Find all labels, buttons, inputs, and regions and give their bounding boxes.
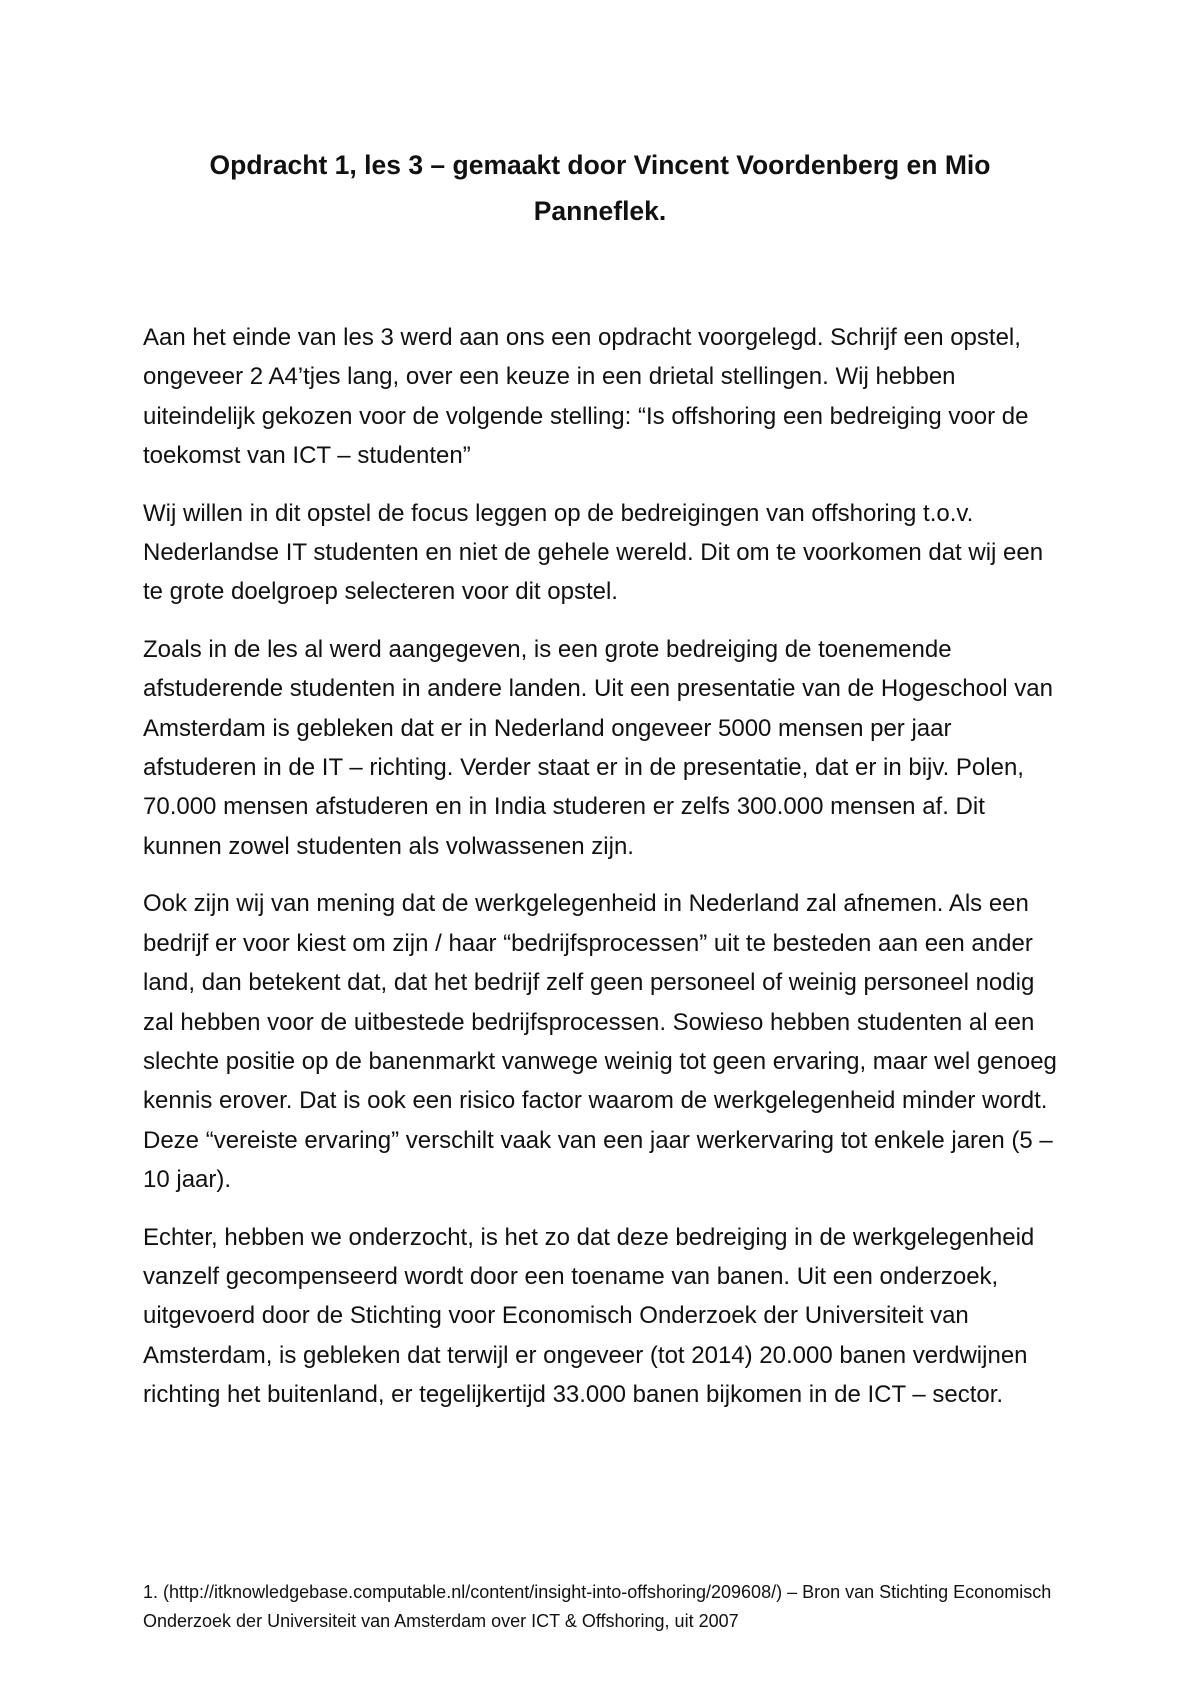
paragraph-employment: Ook zijn wij van mening dat de werkgelegenheid in Nederland zal afnemen. Als een bedrijf er voor kiest om zijn / haar “bedrijfsprocessen” uit te besteden aan een ander land, dan betekent dat, dat het bedrijf zelf geen personeel of weinig personeel nodig zal hebben voor de uitbestede bedrijfsprocessen. Sowieso hebben studenten al een slechte positie op de banenmarkt vanwege weinig tot geen ervaring, maar wel genoeg kennis erover. Dat is ook een risico factor waarom de werkgelegenheid minder wordt. Deze “vereiste ervaring” verschilt vaak van een jaar werkervaring tot enkele jaren (5 – 10 jaar). xyxy=(143,890,1057,1194)
document-body xyxy=(143,318,1068,1433)
paragraph-compensation: Echter, hebben we onderzocht, is het zo dat deze bedreiging in de werkgelegenheid vanzelf gecompenseerd wordt door een toename van banen. Uit een onderzoek, uitgevoerd door de Stichting voor Economisch Onderzoek der Universiteit van Amsterdam, is gebleken dat terwijl er ongeveer (tot 2014) 20.000 banen verdwijnen richting het buitenland, er tegelijkertijd 33.000 banen bijkomen in de ICT – sector. xyxy=(143,1223,1035,1409)
paragraph-intro: Aan het einde van les 3 werd aan ons een opdracht voorgelegd. Schrijf een opstel, ongeveer 2 A4’tjes lang, over een keuze in een drietal stellingen. Wij hebben uiteindelijk gekozen voor de volgende stelling: “Is offshoring een bedreiging voor de toekomst van ICT – studenten” xyxy=(143,324,1029,470)
footnote: 1. (http://itknowledgebase.computable.nl/content/insight-into-offshoring/209608/) – Bron van Stichting Economisch Onderzoek der Universiteit van Amsterdam over ICT & Offshoring, uit 2007 xyxy=(143,1582,1052,1631)
paragraph-graduates: Zoals in de les al werd aangegeven, is een grote bedreiging de toenemende afstuderende studenten in andere landen. Uit een presentatie van de Hogeschool van Amsterdam is gebleken dat er in Nederland ongeveer 5000 mensen per jaar afstuderen in de IT – richting. Verder staat er in de presentatie, dat er in bijv. Polen, 70.000 mensen afstuderen en in India studeren er zelfs 300.000 mensen af. Dit kunnen zowel studenten als volwassenen zijn. xyxy=(143,635,1053,860)
paragraph-focus: Wij willen in dit opstel de focus leggen op de bedreigingen van offshoring t.o.v. Nederlandse IT studenten en niet de gehele wereld. Dit om te voorkomen dat wij een te grote doelgroep selecteren voor dit opstel. xyxy=(143,499,1044,606)
document-title: Opdracht 1, les 3 – gemaakt door Vincent Voordenberg en Mio Panneflek. xyxy=(209,150,991,226)
